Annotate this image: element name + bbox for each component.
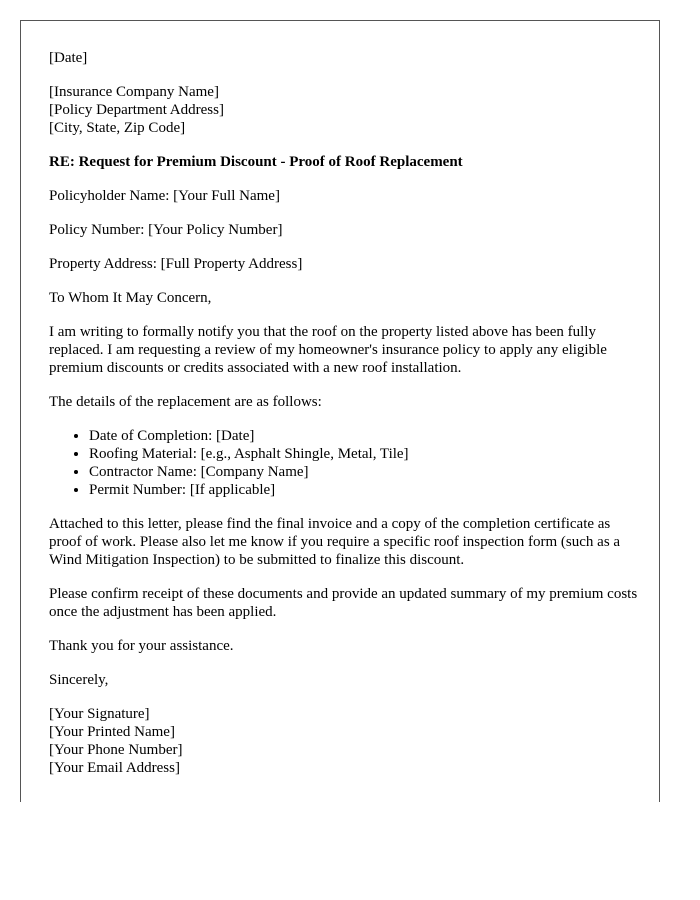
recipient-department-address: [Policy Department Address]: [49, 102, 224, 118]
letter-body: [49, 49, 639, 777]
printed-name: [Your Printed Name]: [49, 724, 175, 740]
replacement-details-list: [49, 427, 639, 499]
letter-page: [20, 20, 660, 802]
policyholder-name: Policyholder Name: [Your Full Name]: [49, 188, 280, 204]
signature-block: [49, 705, 639, 777]
date-line: [Date]: [49, 50, 88, 66]
phone-number: [Your Phone Number]: [49, 742, 183, 758]
details-intro: The details of the replacement are as follows:: [49, 394, 322, 410]
signature-placeholder: [Your Signature]: [49, 706, 150, 722]
thanks-line: Thank you for your assistance.: [49, 638, 234, 654]
recipient-address-block: [49, 83, 639, 137]
salutation: To Whom It May Concern,: [49, 290, 212, 306]
detail-item-roofing-material: • Roofing Material: [e.g., Asphalt Shingle, Metal, Tile]: [89, 445, 639, 463]
paragraph-notification: I am writing to formally notify you that the roof on the property listed above has been fully replaced. I am requesting a review of my homeowner's insurance policy to apply any eligible premium discounts or credits associated with a new roof installation.: [49, 324, 607, 376]
policy-number: Policy Number: [Your Policy Number]: [49, 222, 283, 238]
recipient-city-state-zip: [City, State, Zip Code]: [49, 120, 186, 136]
subject-line: RE: Request for Premium Discount - Proof of Roof Replacement: [49, 154, 463, 170]
closing-line: Sincerely,: [49, 672, 109, 688]
detail-item-permit-number: • Permit Number: [If applicable]: [89, 481, 639, 499]
email-address: [Your Email Address]: [49, 760, 180, 776]
property-address: Property Address: [Full Property Address]: [49, 256, 303, 272]
detail-item-contractor-name: • Contractor Name: [Company Name]: [89, 463, 639, 481]
paragraph-attachments: Attached to this letter, please find the final invoice and a copy of the completion certificate as proof of work. Please also let me know if you require a specific roof inspection form (such as a Wind Mitigation Inspection) to be submitted to finalize this discount.: [49, 516, 621, 568]
detail-item-completion-date: • Date of Completion: [Date]: [89, 427, 639, 445]
recipient-company: [Insurance Company Name]: [49, 84, 219, 100]
paragraph-confirm-receipt: Please confirm receipt of these documents and provide an updated summary of my premium costs once the adjustment has been applied.: [49, 586, 638, 620]
